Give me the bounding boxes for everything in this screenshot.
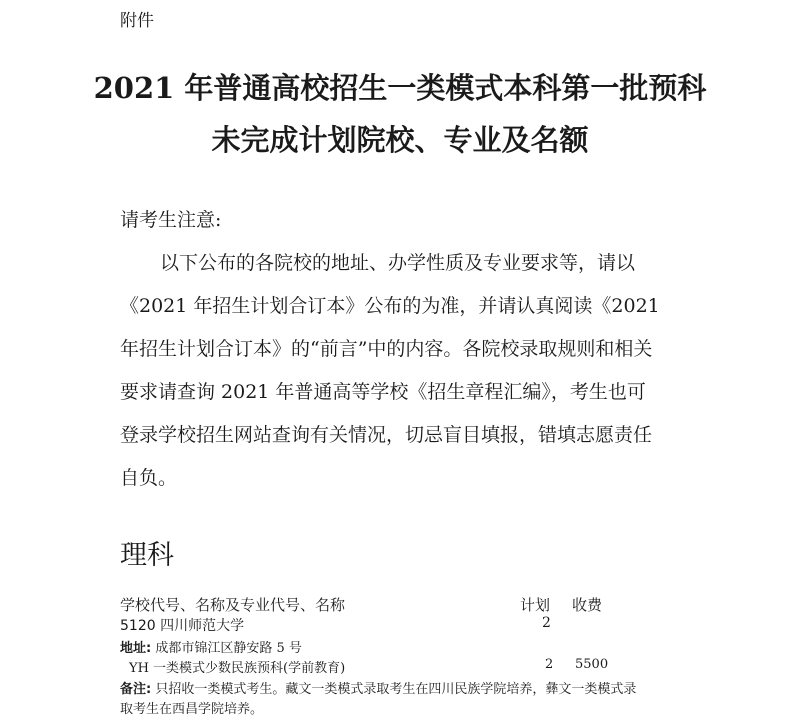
- column-header-fee: 收费: [572, 596, 603, 614]
- section-title: 理科: [120, 540, 174, 571]
- column-header-plan: 计划: [520, 596, 551, 614]
- address-label: 地址:: [120, 641, 152, 656]
- notice-line-2: 《2021 年招生计划合订本》公布的为准，并请认真阅读《2021: [120, 295, 660, 317]
- attachment-label: 附件: [120, 11, 154, 31]
- major-name: YH 一类模式少数民族预科(学前教育): [129, 661, 346, 676]
- major-fee: 5500: [575, 657, 609, 672]
- column-header-name: 学校代号、名称及专业代号、名称: [120, 596, 346, 614]
- remark-text-1: 只招收一类模式考生。藏文一类模式录取考生在四川民族学院培养，彝文一类模式录: [151, 682, 637, 697]
- school-address: [120, 637, 302, 656]
- notice-line-1: 以下公布的各院校的地址、办学性质及专业要求等，请以: [160, 252, 636, 274]
- address-value: 成都市锦江区静安路 5 号: [151, 641, 302, 656]
- notice-line-3: 年招生计划合订本》的“前言”中的内容。各院校录取规则和相关: [120, 338, 653, 360]
- school-plan: 2: [542, 615, 551, 631]
- notice-heading: 请考生注意:: [120, 209, 222, 231]
- page-title-line-1: 2021 年普通高校招生一类模式本科第一批预科: [93, 71, 707, 105]
- school-name: 5120 四川师范大学: [120, 618, 245, 634]
- remark-line-1: [120, 678, 636, 697]
- major-plan: 2: [545, 657, 554, 672]
- notice-line-6: 自负。: [120, 467, 178, 489]
- remark-label: 备注:: [120, 682, 152, 697]
- notice-line-5: 登录学校招生网站查询有关情况，切忌盲目填报，错填志愿责任: [120, 424, 653, 446]
- notice-line-4: 要求请查询 2021 年普通高等学校《招生章程汇编》，考生也可: [120, 381, 646, 403]
- remark-line-2: 取考生在西昌学院培养。: [120, 702, 264, 717]
- page-title-line-2: 未完成计划院校、专业及名额: [211, 123, 589, 157]
